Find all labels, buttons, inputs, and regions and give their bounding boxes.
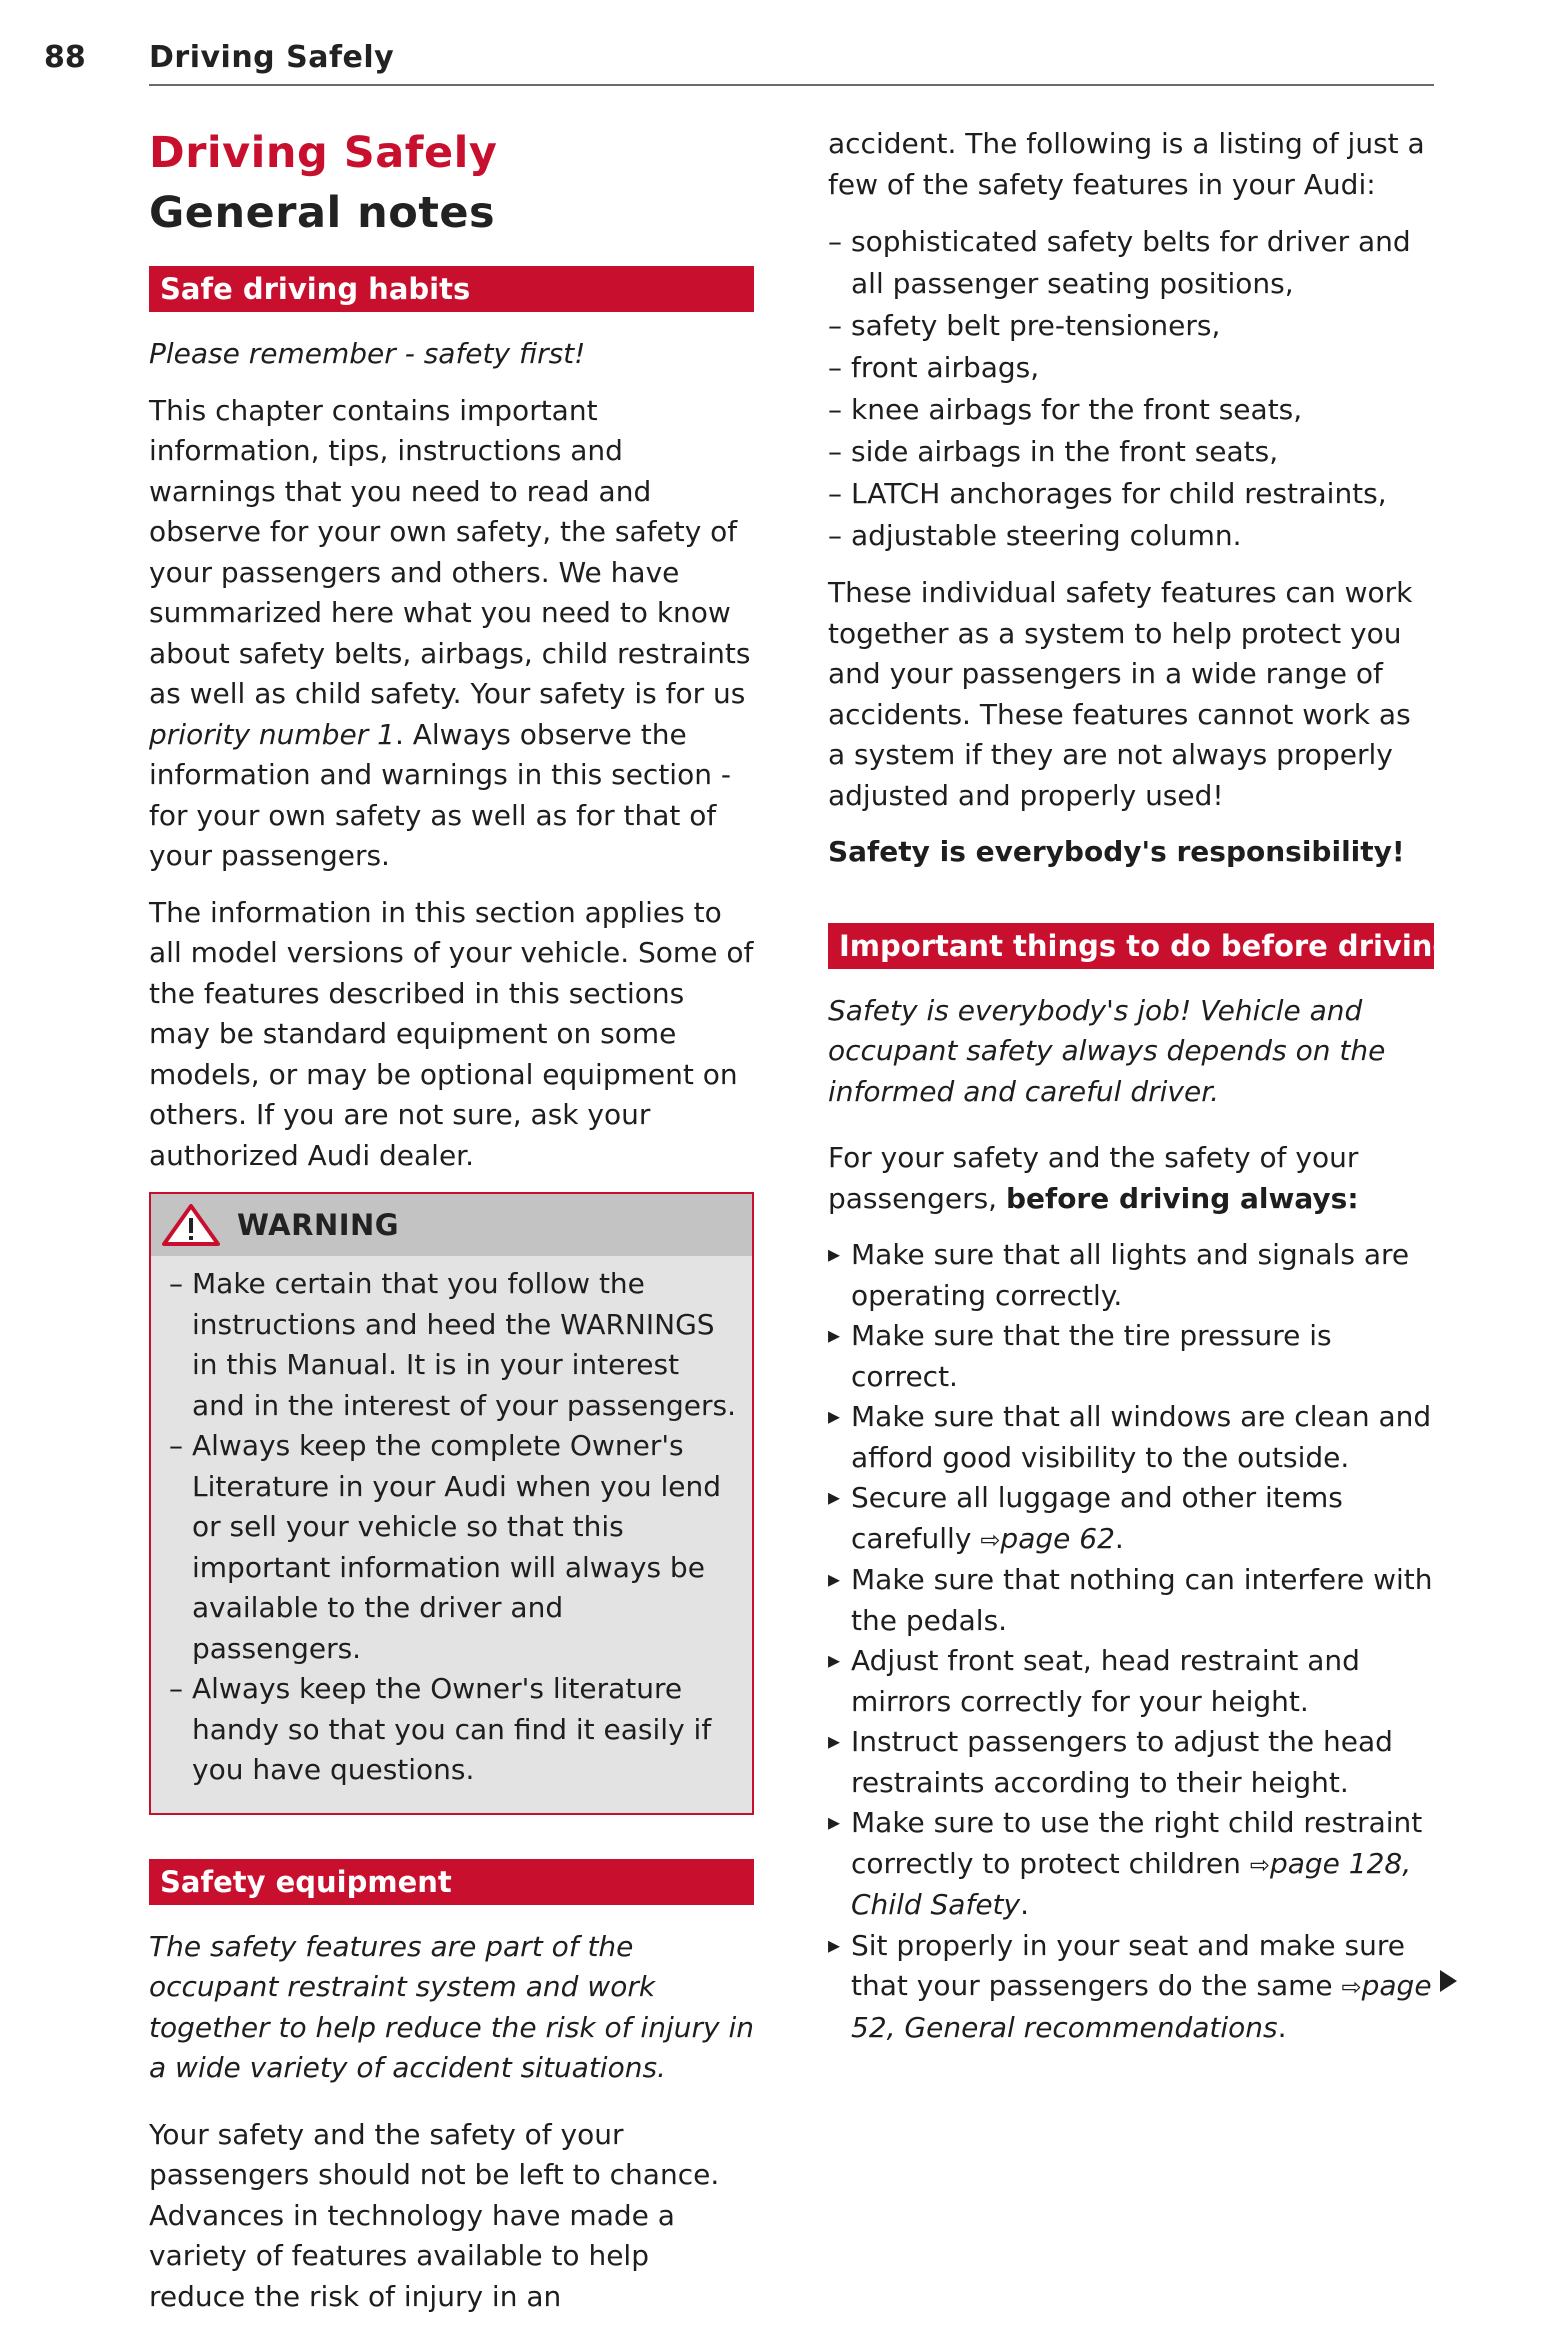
feature-item: – LATCH anchorages for child restraints, — [828, 473, 1434, 515]
warning-header — [151, 1194, 752, 1256]
safe-driving-paragraph-1 — [149, 391, 754, 877]
safe-driving-paragraph-2: The information in this section applies to all model versions of your vehicle. Some of the features described in this sections may be standard equipment on some models, or may be optional equipment on others. If you are not sure, ask your authorized Audi dealer. — [149, 895, 754, 1172]
text: Sit properly in your seat and make sure that your passengers do the same — [851, 1928, 1405, 2002]
text: Make sure that all windows are clean and afford good visibility to the outside. — [851, 1400, 1432, 1474]
feature-item: – side airbags in the front seats, — [828, 431, 1434, 473]
page-ref-arrow-icon: ⇨ — [980, 1525, 1001, 1554]
text: For your safety and the safety of your passengers, — [828, 1141, 1359, 1215]
warning-body — [151, 1256, 752, 1813]
page-number: 88 — [44, 40, 86, 75]
feature-item: – front airbags, — [828, 347, 1434, 389]
feature-item: – safety belt pre-tensioners, — [828, 305, 1434, 347]
before-driving-lead: Safety is everybody's job! Vehicle and occupant safety always depends on the informed and careful driver. — [828, 993, 1386, 1108]
text: Make sure that all lights and signals are operating correctly. — [851, 1238, 1410, 1312]
checklist-item — [828, 1397, 1434, 1478]
warning-box — [149, 1192, 754, 1815]
safety-features-list — [828, 221, 1434, 557]
warning-item: – Always keep the Owner's literature handy so that you can find it easily if you have questions. — [169, 1669, 738, 1791]
text: . — [1020, 1888, 1029, 1921]
text: Make sure to use the right child restraint correctly to protect children — [851, 1806, 1423, 1880]
page-reference-link[interactable]: page 62 — [1000, 1521, 1115, 1555]
checklist-item — [828, 1560, 1434, 1641]
checklist-item — [828, 1235, 1434, 1316]
section-title: General notes — [149, 188, 496, 238]
text: Adjust front seat, head restraint and mirrors correctly for your height. — [851, 1644, 1360, 1718]
warning-triangle-icon — [161, 1203, 221, 1247]
checklist-item — [828, 1803, 1434, 1926]
page-reference-link[interactable]: page 52, General recommendations — [851, 1969, 1432, 2044]
safe-driving-heading: Safe driving habits — [149, 266, 754, 312]
safe-driving-lead: Please remember - safety first! — [149, 337, 586, 370]
responsibility-statement: Safety is everybody's responsibility! — [828, 835, 1405, 868]
safety-equipment-lead: The safety features are part of the occupant restraint system and work together to help reduce the risk of injury in a wide variety of accident situations. — [149, 1929, 754, 2084]
warning-item: – Always keep the complete Owner's Literature in your Audi when you lend or sell your vehicle so that this important information will always be available to the driver and passengers. — [169, 1426, 738, 1669]
page-ref-arrow-icon: ⇨ — [1249, 1850, 1270, 1879]
feature-item: – sophisticated safety belts for driver and all passenger seating positions, — [828, 221, 1434, 305]
warning-title: WARNING — [237, 1208, 400, 1242]
text: Secure all luggage and other items carefully — [851, 1481, 1343, 1555]
right-column — [828, 118, 1454, 2048]
continuation-paragraph: accident. The following is a listing of just a few of the safety features in your Audi: — [828, 127, 1425, 201]
feature-item: – adjustable steering column. — [828, 515, 1434, 557]
checklist-item — [828, 1926, 1434, 2049]
before-driving-intro — [828, 1138, 1434, 1219]
warning-list — [169, 1264, 738, 1791]
safety-equipment-heading: Safety equipment — [149, 1859, 754, 1905]
feature-item: – knee airbags for the front seats, — [828, 389, 1434, 431]
chapter-title: Driving Safely — [149, 128, 498, 178]
text: Instruct passengers to adjust the head restraints according to their height. — [851, 1725, 1393, 1799]
text: This chapter contains important information, tips, instructions and warnings that you need to read and observe for your own safety, the safety of your passengers and others. We have summarized here what you need to know about safety belts, airbags, child restraints as well as child safety. Your safety is for us — [149, 393, 751, 710]
checklist-item — [828, 1722, 1434, 1803]
checklist-item — [828, 1478, 1434, 1560]
emphasis: before driving always: — [1005, 1181, 1359, 1215]
header-divider — [149, 84, 1434, 86]
running-header: Driving Safely — [149, 40, 395, 75]
text: . — [1277, 2010, 1287, 2044]
emphasis: priority number 1 — [149, 717, 395, 751]
text: Make sure that nothing can interfere with the pedals. — [851, 1563, 1433, 1637]
system-paragraph: These individual safety features can work together as a system to help protect you and your passengers in a wide range of accidents. These features cannot work as a system if they are not always properly adjusted and properly used! — [828, 576, 1413, 812]
checklist-item — [828, 1641, 1434, 1722]
text: . — [1114, 1521, 1124, 1555]
left-column — [149, 118, 754, 2333]
before-driving-heading: Important things to do before driving — [828, 923, 1434, 969]
text: Make sure that the tire pressure is correct. — [851, 1319, 1332, 1393]
checklist-item — [828, 1316, 1434, 1397]
checklist — [828, 1235, 1434, 2048]
safety-equipment-paragraph: Your safety and the safety of your passengers should not be left to chance. Advances in technology have made a variety of features available to help reduce the risk of injury in an — [149, 2117, 720, 2313]
page-ref-arrow-icon: ⇨ — [1341, 1973, 1362, 2001]
warning-item: – Make certain that you follow the instructions and heed the WARNINGS in this Manual. It is in your interest and in the interest of your passengers. — [169, 1264, 738, 1426]
continue-arrow-icon — [1440, 1970, 1457, 1992]
text: . Always observe the information and warnings in this section - for your own safety as well as for that of your passengers. — [149, 717, 731, 872]
page-reference-link[interactable]: page 128, Child Safety — [851, 1846, 1412, 1921]
